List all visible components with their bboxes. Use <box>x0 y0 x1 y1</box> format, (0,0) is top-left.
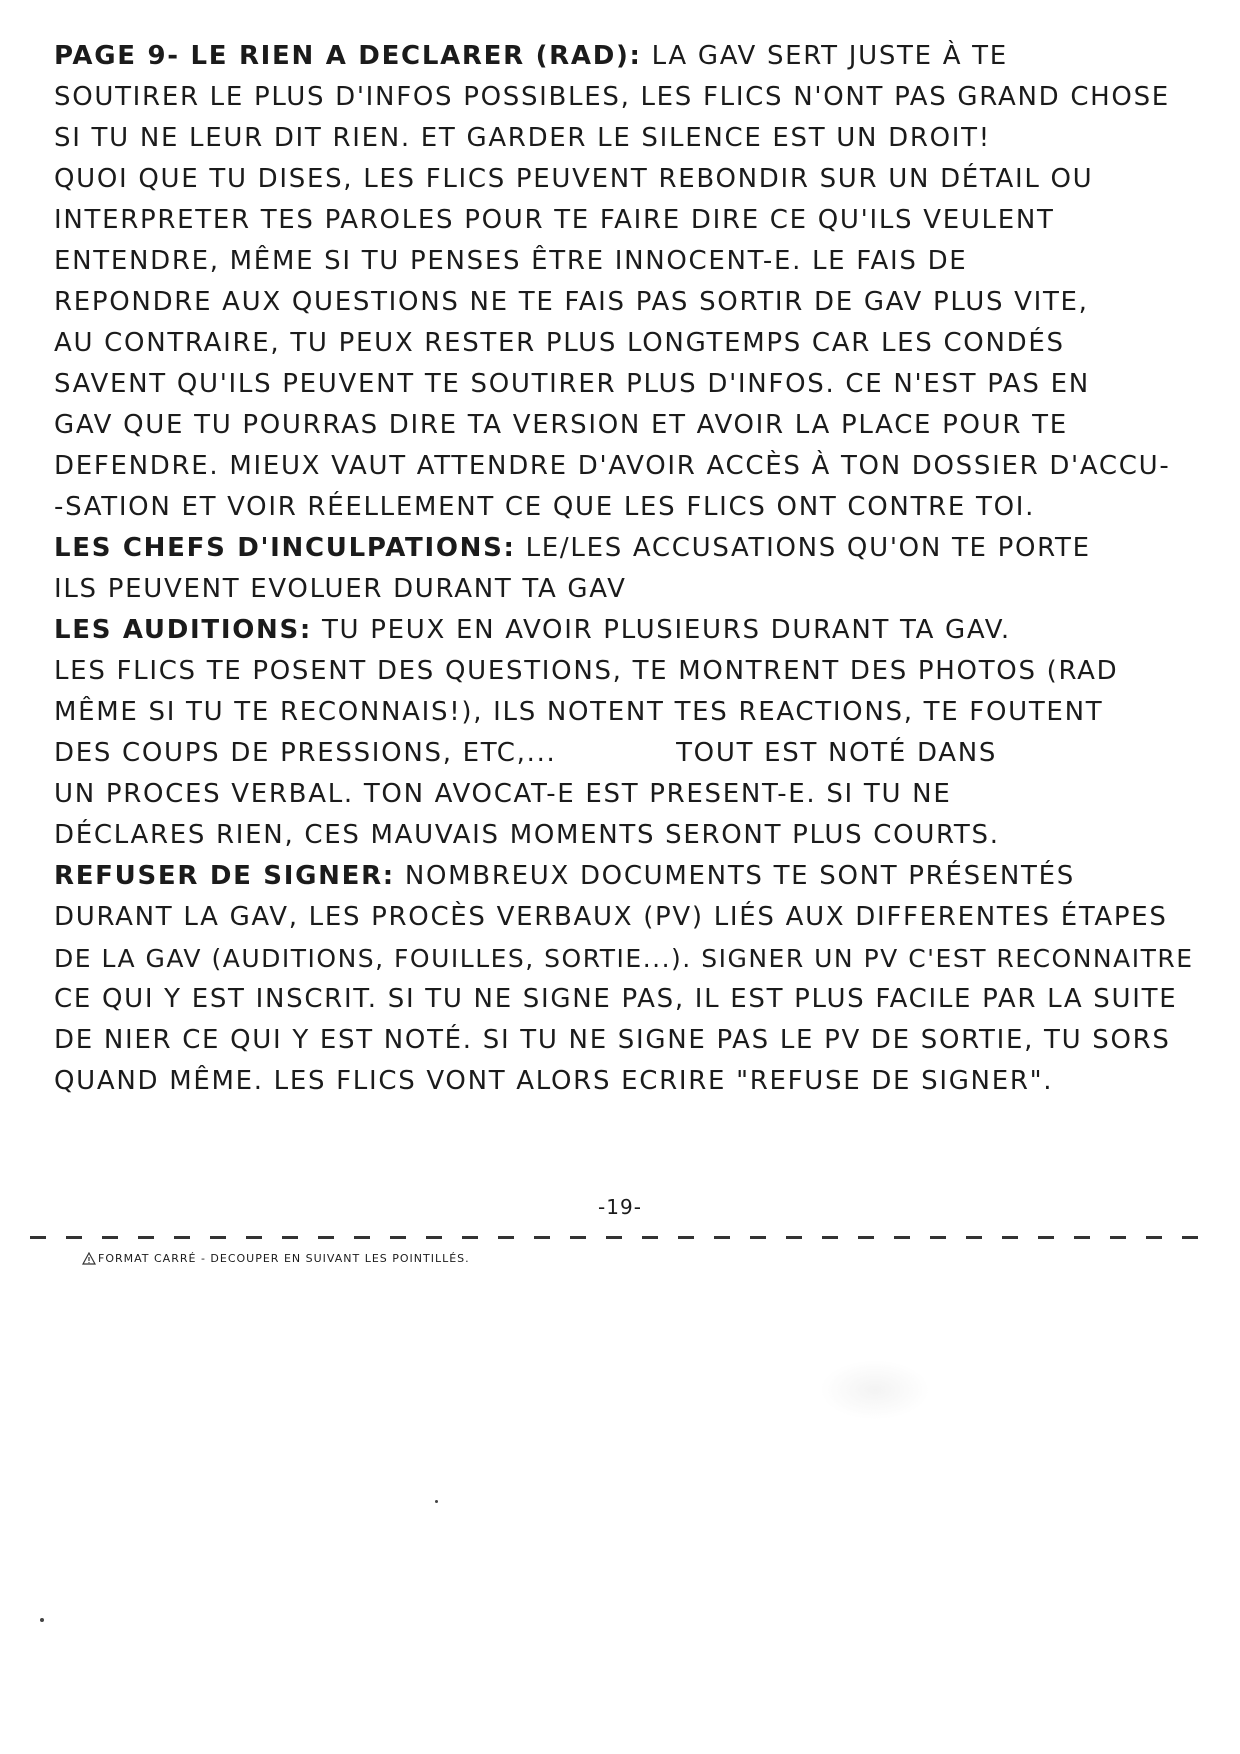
paper-speck <box>435 1500 438 1503</box>
text-line <box>54 323 1204 364</box>
handwritten-text-block <box>54 36 1204 1102</box>
line-text: CE QUI Y EST INSCRIT. SI TU NE SIGNE PAS, IL EST PLUS FACILE PAR LA SUITE <box>54 984 1178 1014</box>
line-text: DE LA GAV (AUDITIONS, FOUILLES, SORTIE...). SIGNER UN PV C'EST RECONNAITRE <box>54 944 1194 973</box>
line-text: QUOI QUE TU DISES, LES FLICS PEUVENT REBONDIR SUR UN DÉTAIL OU <box>54 164 1094 194</box>
text-line <box>54 364 1204 405</box>
cut-dashed-line <box>30 1236 1210 1239</box>
line-text: TU PEUX EN AVOIR PLUSIEURS DURANT TA GAV. <box>312 615 1011 645</box>
text-line <box>54 569 1204 610</box>
line-text: DE NIER CE QUI Y EST NOTÉ. SI TU NE SIGNE PAS LE PV DE SORTIE, TU SORS <box>54 1025 1171 1055</box>
line-text: UN PROCES VERBAL. TON AVOCAT-E EST PRESENT-E. SI TU NE <box>54 779 952 809</box>
line-text: LES FLICS TE POSENT DES QUESTIONS, TE MONTRENT DES PHOTOS (RAD <box>54 656 1119 686</box>
text-line <box>54 938 1204 979</box>
text-line <box>54 241 1204 282</box>
section-heading: REFUSER DE SIGNER: <box>54 861 395 891</box>
line-text: LA GAV SERT JUSTE À TE <box>641 41 1008 71</box>
text-line <box>54 774 1204 815</box>
page-number: -19- <box>598 1195 642 1219</box>
line-text: DÉCLARES RIEN, CES MAUVAIS MOMENTS SERONT PLUS COURTS. <box>54 820 1000 850</box>
text-line <box>54 405 1204 446</box>
text-line <box>54 651 1204 692</box>
text-line <box>54 856 1204 897</box>
paper-smudge <box>820 1360 930 1420</box>
line-text: DEFENDRE. MIEUX VAUT ATTENDRE D'AVOIR ACCÈS À TON DOSSIER D'ACCU- <box>54 451 1171 481</box>
cut-notice-text: FORMAT CARRÉ - DECOUPER EN SUIVANT LES POINTILLÉS. <box>98 1252 470 1265</box>
section-heading: LES CHEFS D'INCULPATIONS: <box>54 533 516 563</box>
text-line <box>54 159 1204 200</box>
line-text: LE/LES ACCUSATIONS QU'ON TE PORTE <box>515 533 1091 563</box>
section-heading: PAGE 9- LE RIEN A DECLARER (RAD): <box>54 41 642 71</box>
line-text: -SATION ET VOIR RÉELLEMENT CE QUE LES FLICS ONT CONTRE TOI. <box>54 492 1036 522</box>
line-text: GAV QUE TU POURRAS DIRE TA VERSION ET AVOIR LA PLACE POUR TE <box>54 410 1068 440</box>
text-line <box>54 282 1204 323</box>
text-line <box>54 692 1204 733</box>
text-line <box>54 487 1204 528</box>
text-line <box>54 200 1204 241</box>
text-line <box>54 610 1204 651</box>
text-line <box>54 1020 1204 1061</box>
text-line <box>54 118 1204 159</box>
text-line <box>54 815 1204 856</box>
text-line <box>54 1061 1204 1102</box>
warning-triangle-icon <box>82 1252 96 1265</box>
line-text: QUAND MÊME. LES FLICS VONT ALORS ECRIRE "REFUSE DE SIGNER". <box>54 1066 1054 1096</box>
line-text: ILS PEUVENT EVOLUER DURANT TA GAV <box>54 574 627 604</box>
line-text: NOMBREUX DOCUMENTS TE SONT PRÉSENTÉS <box>394 861 1075 891</box>
text-line <box>54 897 1204 938</box>
line-text: DES COUPS DE PRESSIONS, ETC,... TOUT EST NOTÉ DANS <box>54 738 998 768</box>
text-line <box>54 528 1204 569</box>
text-line <box>54 36 1204 77</box>
line-text: DURANT LA GAV, LES PROCÈS VERBAUX (PV) LIÉS AUX DIFFERENTES ÉTAPES <box>54 902 1168 932</box>
line-text: SAVENT QU'ILS PEUVENT TE SOUTIRER PLUS D'INFOS. CE N'EST PAS EN <box>54 369 1090 399</box>
line-text: INTERPRETER TES PAROLES POUR TE FAIRE DIRE CE QU'ILS VEULENT <box>54 205 1055 235</box>
line-text: SOUTIRER LE PLUS D'INFOS POSSIBLES, LES FLICS N'ONT PAS GRAND CHOSE <box>54 82 1170 112</box>
line-text: MÊME SI TU TE RECONNAIS!), ILS NOTENT TES REACTIONS, TE FOUTENT <box>54 697 1104 727</box>
text-line <box>54 77 1204 118</box>
line-text: SI TU NE LEUR DIT RIEN. ET GARDER LE SILENCE EST UN DROIT! <box>54 123 991 153</box>
text-line <box>54 979 1204 1020</box>
line-text: AU CONTRAIRE, TU PEUX RESTER PLUS LONGTEMPS CAR LES CONDÉS <box>54 328 1065 358</box>
line-text: ENTENDRE, MÊME SI TU PENSES ÊTRE INNOCENT-E. LE FAIS DE <box>54 246 968 276</box>
text-line <box>54 733 1204 774</box>
section-heading: LES AUDITIONS: <box>54 615 312 645</box>
text-line <box>54 446 1204 487</box>
line-text: REPONDRE AUX QUESTIONS NE TE FAIS PAS SORTIR DE GAV PLUS VITE, <box>54 287 1089 317</box>
cut-notice <box>82 1252 470 1265</box>
paper-speck <box>40 1618 44 1622</box>
